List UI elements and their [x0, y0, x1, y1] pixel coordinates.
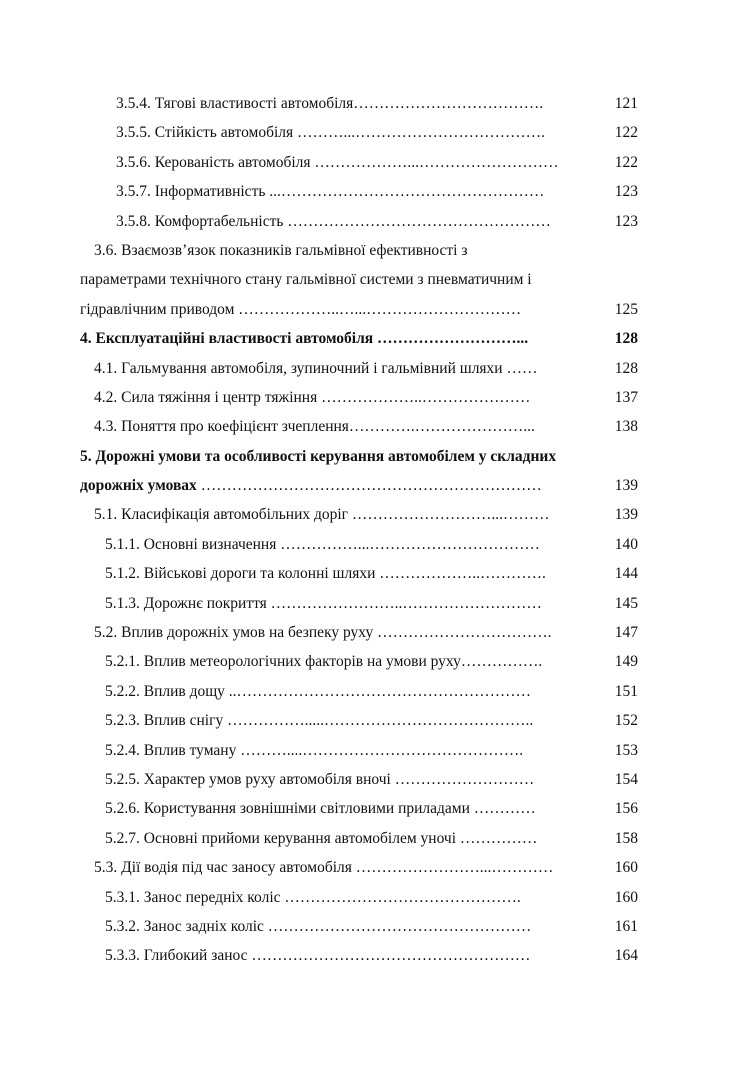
toc-entry — [0, 912, 750, 941]
toc-entry — [0, 736, 750, 765]
toc-entry-page: 122 — [614, 153, 638, 171]
toc-entry — [0, 236, 750, 265]
toc-entry — [0, 530, 750, 559]
toc-entry-page: 153 — [614, 741, 638, 759]
toc-entry — [0, 618, 750, 647]
toc-entry — [0, 118, 750, 147]
toc-entry-page: 122 — [614, 124, 638, 142]
toc-entry — [0, 324, 750, 353]
toc-entry-page: 144 — [614, 565, 638, 583]
toc-entry-page: 151 — [614, 682, 638, 700]
toc-entry — [0, 471, 750, 500]
toc-entry-title: 3.5.8. Комфортабельність …………………………………………… — [116, 212, 551, 230]
toc-entry — [0, 354, 750, 383]
toc-entry-page: 147 — [614, 624, 638, 642]
toc-entry — [0, 177, 750, 206]
toc-entry-title: 5.2.1. Вплив метеорологічних факторів на умови руху……………. — [105, 653, 543, 671]
toc-entry-title: 5.2. Вплив дорожніх умов на безпеку руху ……………………………. — [94, 624, 552, 642]
toc-entry-title: 5.2.7. Основні прийоми керування автомобілем уночі …………… — [105, 829, 538, 847]
toc-entry — [0, 677, 750, 706]
toc-entry-title: 5.3. Дії водія під час заносу автомобіля ……………………...………… — [94, 859, 554, 877]
toc-entry-title: 5.2.2. Вплив дощу ..………………………………………………… — [105, 682, 532, 700]
toc-entry-page: 145 — [614, 594, 638, 612]
toc-entry-page: 138 — [614, 418, 638, 436]
toc-entry-title: 3.5.5. Стійкість автомобіля ………...………………………………. — [116, 124, 546, 142]
toc-entry-title: гідравлічним приводом ………………..…...………………………… — [80, 300, 522, 318]
toc-entry-title: 3.5.6. Керованість автомобіля ………………...……………………… — [116, 153, 559, 171]
toc-entry — [0, 589, 750, 618]
toc-entry-page: 152 — [614, 712, 638, 730]
toc-entry-title: дорожніх умовах ………………………………………………………… — [80, 477, 542, 495]
toc-entry-page: 149 — [614, 653, 638, 671]
toc-entry — [0, 412, 750, 441]
toc-entry — [0, 941, 750, 970]
toc-entry — [0, 883, 750, 912]
toc-entry-title: 5.1. Класифікація автомобільних доріг ………………………...……… — [94, 506, 550, 524]
toc-entry-title: 5.2.3. Вплив снігу …………….....………………………………….. — [105, 712, 534, 730]
toc-entry-page: 128 — [614, 330, 638, 348]
toc-entry-title: 3.6. Взаємозв’язок показників гальмівної ефективності з — [94, 241, 468, 259]
toc-entry-page: 137 — [614, 388, 638, 406]
toc-entry — [0, 559, 750, 588]
toc-entry — [0, 824, 750, 853]
toc-entry — [0, 794, 750, 823]
toc-entry — [0, 265, 750, 294]
toc-entry-title: 3.5.4. Тягові властивості автомобіля………………………………. — [116, 95, 544, 112]
toc-entry-page: 123 — [614, 183, 638, 201]
toc-entry-title: 5.1.3. Дорожнє покриття ……………………..……………………… — [105, 594, 542, 612]
toc-entry — [0, 500, 750, 529]
toc-entry-title: 5.3.2. Занос задніх коліс …………………………………………… — [105, 917, 532, 935]
toc-entry-title: 5.3.1. Занос передніх коліс ………………………………………. — [105, 888, 521, 906]
toc-entry — [0, 765, 750, 794]
toc-entry-title: 5.2.5. Характер умов руху автомобіля вночі ……………………… — [105, 770, 535, 788]
toc-entry-page: 161 — [614, 917, 638, 935]
toc-entry — [0, 853, 750, 882]
toc-entry — [0, 89, 750, 118]
toc-entry-title: 5.2.4. Вплив туману ………....……………………………………. — [105, 741, 524, 759]
toc-entry-title: параметрами технічного стану гальмівної системи з пневматичним і — [80, 271, 532, 289]
toc-entry-title: 4.1. Гальмування автомобіля, зупиночний і гальмівний шляхи …… — [94, 359, 538, 377]
toc-entry-title: 5.1.2. Військові дороги та колонні шляхи ………………..…………. — [105, 565, 546, 583]
toc-entry — [0, 295, 750, 324]
toc-entry-title: 3.5.7. Інформативність ...…………………………………………… — [116, 183, 545, 201]
toc-entry-title: 5.1.1. Основні визначення ……………...…………………………… — [105, 535, 540, 553]
toc-entry-title: 5. Дорожні умови та особливості керування автомобілем у складних — [80, 447, 557, 465]
toc-entry — [0, 647, 750, 676]
toc-entry-page: 121 — [614, 95, 638, 112]
toc-entry-page: 139 — [614, 477, 638, 495]
toc-entry-title: 5.3.3. Глибокий занос ……………………………………………… — [105, 947, 531, 965]
toc-entry-page: 158 — [614, 829, 638, 847]
toc-entry — [0, 383, 750, 412]
toc-entry-page: 140 — [614, 535, 638, 553]
toc-entry-title: 5.2.6. Користування зовнішніми світловими приладами ………… — [105, 800, 536, 818]
toc-entry-title: 4.3. Поняття про коефіцієнт зчеплення………….…………………... — [94, 418, 535, 436]
toc-entry-page: 128 — [614, 359, 638, 377]
toc-entry — [0, 148, 750, 177]
toc-entry — [0, 442, 750, 471]
toc-entry — [0, 706, 750, 735]
toc-entry-page: 160 — [614, 859, 638, 877]
toc-entry-page: 154 — [614, 770, 638, 788]
toc-entry — [0, 207, 750, 236]
toc-entry-title: 4. Експлуатаційні властивості автомобіля ………………………... — [80, 330, 529, 348]
toc-entry-page: 123 — [614, 212, 638, 230]
toc-entry-title: 4.2. Сила тяжіння і центр тяжіння ………………..………………… — [94, 388, 531, 406]
toc-entry-page: 156 — [614, 800, 638, 818]
toc-entry-page: 125 — [614, 300, 638, 318]
toc-entry-page: 139 — [614, 506, 638, 524]
toc-entry-page: 160 — [614, 888, 638, 906]
toc-entry-page: 164 — [614, 947, 638, 965]
table-of-contents — [0, 89, 750, 971]
